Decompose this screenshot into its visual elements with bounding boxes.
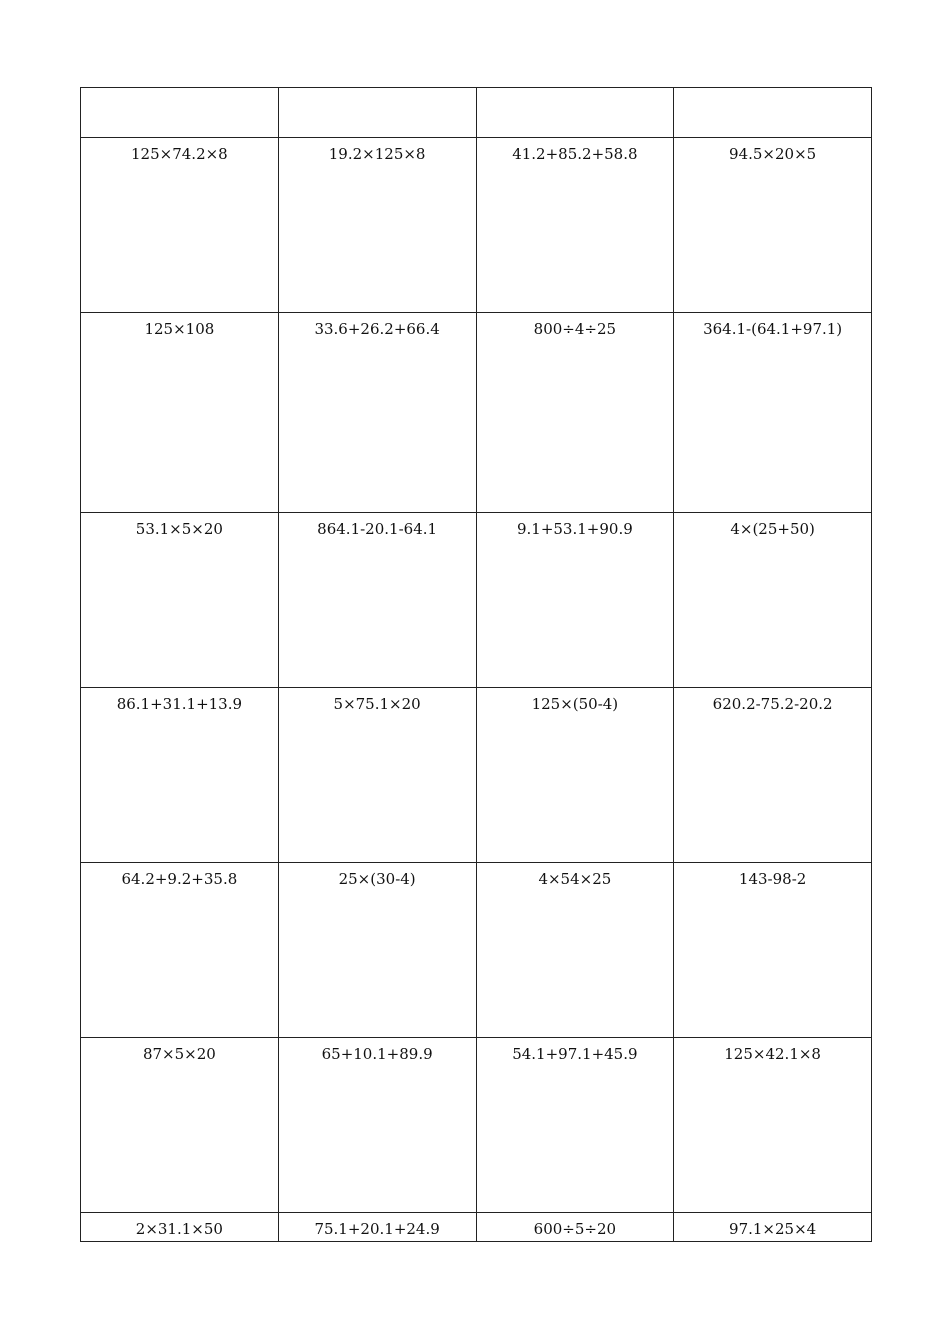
problem-cell: 600÷5÷20 bbox=[476, 1213, 674, 1242]
problem-cell: 125×42.1×8 bbox=[674, 1038, 872, 1213]
header-cell bbox=[278, 88, 476, 138]
problem-cell: 4×(25+50) bbox=[674, 513, 872, 688]
problem-cell: 41.2+85.2+58.8 bbox=[476, 138, 674, 313]
problem-cell: 2×31.1×50 bbox=[81, 1213, 279, 1242]
problem-cell: 86.1+31.1+13.9 bbox=[81, 688, 279, 863]
worksheet-table bbox=[80, 87, 872, 1242]
problem-row bbox=[81, 513, 872, 688]
problem-cell: 4×54×25 bbox=[476, 863, 674, 1038]
problem-cell: 75.1+20.1+24.9 bbox=[278, 1213, 476, 1242]
problem-cell: 25×(30-4) bbox=[278, 863, 476, 1038]
problem-cell: 53.1×5×20 bbox=[81, 513, 279, 688]
problem-row bbox=[81, 688, 872, 863]
problem-cell: 54.1+97.1+45.9 bbox=[476, 1038, 674, 1213]
problem-cell: 864.1-20.1-64.1 bbox=[278, 513, 476, 688]
header-row bbox=[81, 88, 872, 138]
problem-row bbox=[81, 863, 872, 1038]
problem-cell: 33.6+26.2+66.4 bbox=[278, 313, 476, 513]
problem-cell: 64.2+9.2+35.8 bbox=[81, 863, 279, 1038]
problem-cell: 143-98-2 bbox=[674, 863, 872, 1038]
header-cell bbox=[476, 88, 674, 138]
problem-cell: 125×108 bbox=[81, 313, 279, 513]
problem-cell: 19.2×125×8 bbox=[278, 138, 476, 313]
problem-cell: 125×(50-4) bbox=[476, 688, 674, 863]
problem-cell: 5×75.1×20 bbox=[278, 688, 476, 863]
header-cell bbox=[674, 88, 872, 138]
problem-cell: 65+10.1+89.9 bbox=[278, 1038, 476, 1213]
problem-row bbox=[81, 1213, 872, 1242]
problem-cell: 9.1+53.1+90.9 bbox=[476, 513, 674, 688]
problem-row bbox=[81, 1038, 872, 1213]
problem-cell: 800÷4÷25 bbox=[476, 313, 674, 513]
problem-cell: 620.2-75.2-20.2 bbox=[674, 688, 872, 863]
problem-cell: 87×5×20 bbox=[81, 1038, 279, 1213]
problem-cell: 364.1-(64.1+97.1) bbox=[674, 313, 872, 513]
problem-cell: 94.5×20×5 bbox=[674, 138, 872, 313]
problem-row bbox=[81, 313, 872, 513]
header-cell bbox=[81, 88, 279, 138]
problem-cell: 97.1×25×4 bbox=[674, 1213, 872, 1242]
problem-row bbox=[81, 138, 872, 313]
problem-cell: 125×74.2×8 bbox=[81, 138, 279, 313]
